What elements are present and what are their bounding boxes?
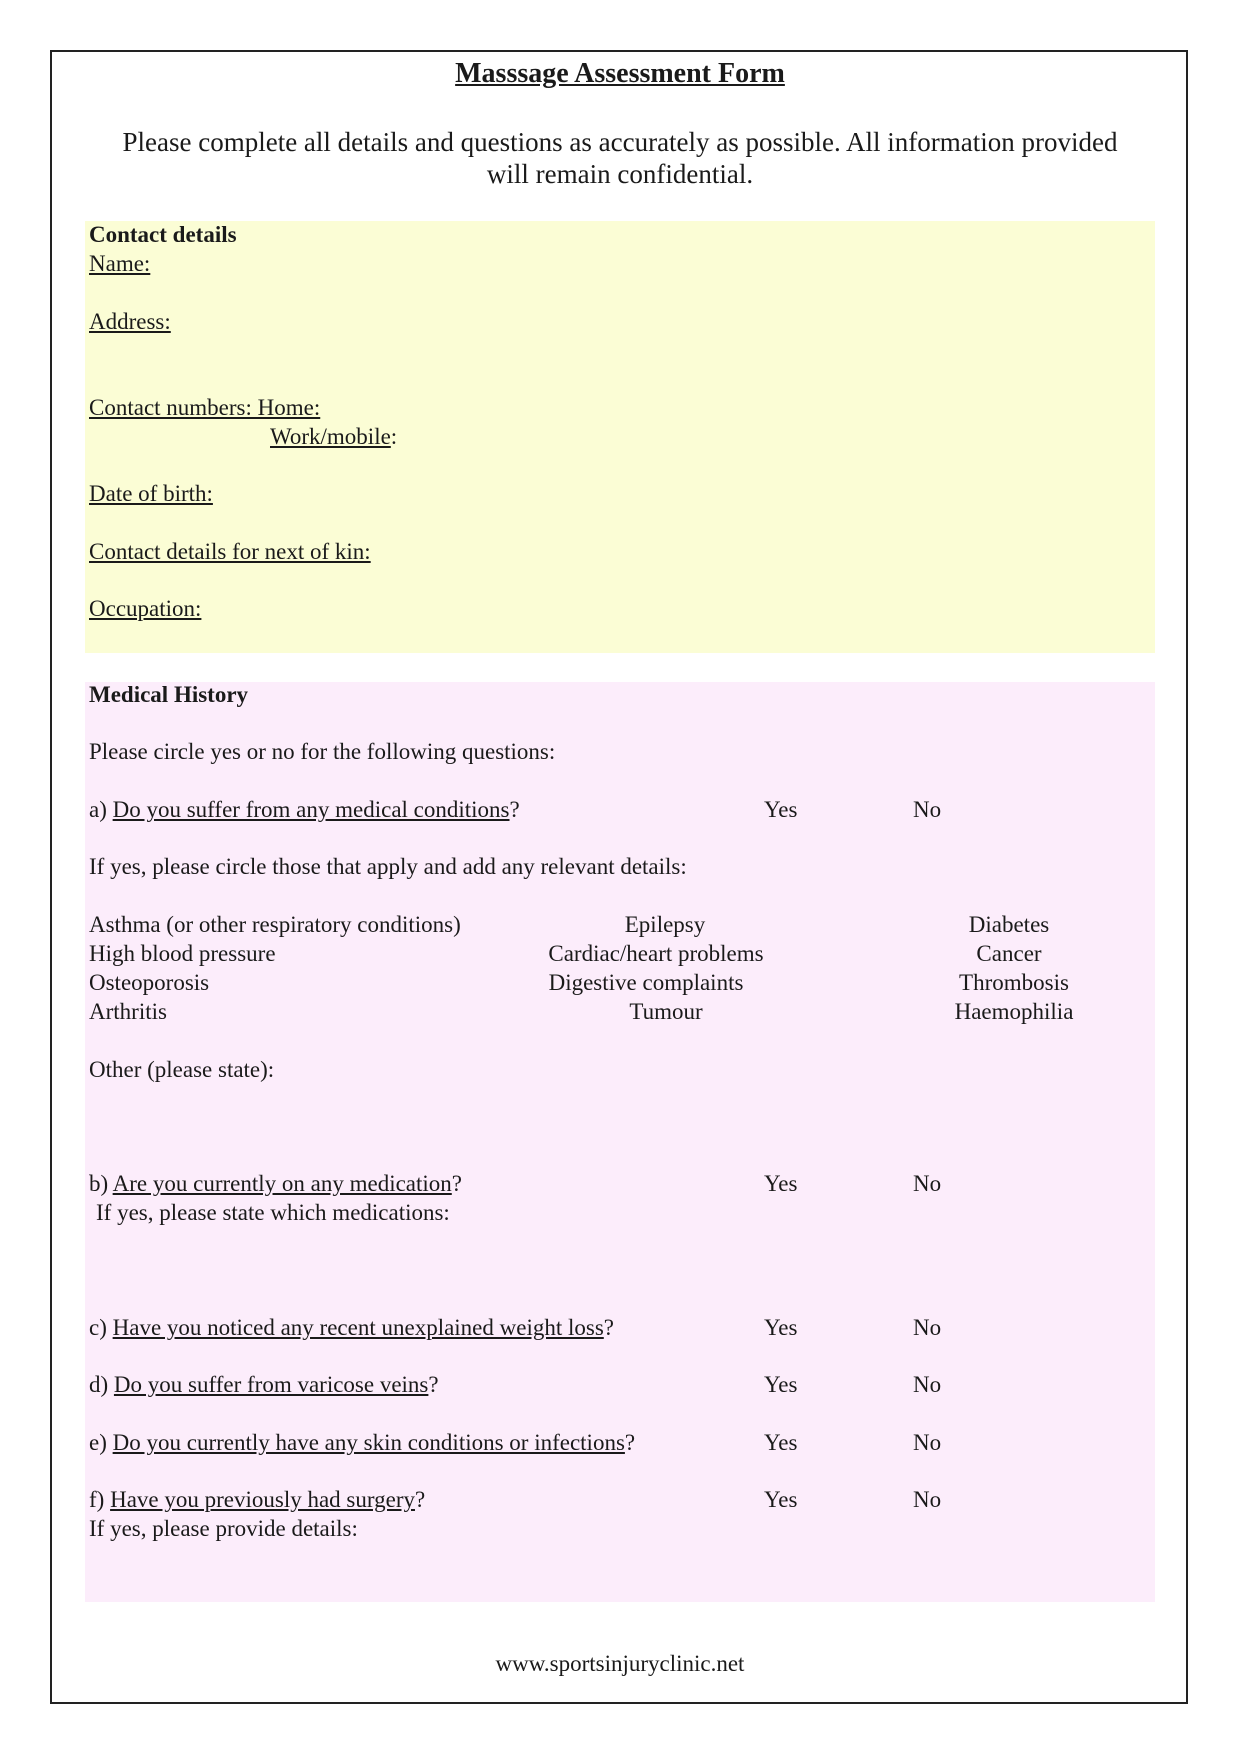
work-mobile-colon: : <box>390 424 398 449</box>
question-e-suffix: ? <box>624 1430 636 1455</box>
contact-numbers-label: Contact numbers: Home: <box>89 395 321 420</box>
question-d-yes[interactable]: Yes <box>764 1372 798 1397</box>
condition-item[interactable]: Tumour <box>629 999 703 1024</box>
question-b-prefix: b) <box>89 1171 113 1196</box>
question-a-text: Do you suffer from any medical conditions <box>112 797 510 822</box>
question-d-suffix: ? <box>428 1372 439 1397</box>
condition-item[interactable]: Epilepsy <box>624 912 706 937</box>
name-label: Name: <box>89 251 151 276</box>
question-c-yes[interactable]: Yes <box>764 1315 798 1340</box>
condition-item[interactable]: Asthma (or other respiratory conditions) <box>89 912 461 937</box>
question-f-text: Have you previously had surgery <box>110 1487 415 1512</box>
circle-instruction: Please circle yes or no for the following questions: <box>89 739 556 764</box>
contact-heading: Contact details <box>89 222 237 247</box>
question-e-yes[interactable]: Yes <box>764 1430 798 1455</box>
question-d-text: Do you suffer from varicose veins <box>113 1372 429 1397</box>
surgery-detail-label: If yes, please provide details: <box>89 1516 358 1541</box>
question-f-suffix: ? <box>414 1487 426 1512</box>
question-a-yes[interactable]: Yes <box>764 797 798 822</box>
next-of-kin-label: Contact details for next of kin: <box>89 539 371 564</box>
condition-item[interactable]: Haemophilia <box>954 999 1074 1024</box>
condition-item[interactable]: Osteoporosis <box>89 970 210 995</box>
question-c <box>89 1314 614 1342</box>
condition-item[interactable]: Digestive complaints <box>548 970 744 995</box>
condition-item[interactable]: Cancer <box>976 941 1042 966</box>
dob-label: Date of birth: <box>89 481 213 506</box>
work-mobile-text: Work/mobile <box>270 424 391 449</box>
question-b-suffix: ? <box>451 1171 462 1196</box>
question-e-prefix: e) <box>89 1430 113 1455</box>
condition-item[interactable]: Thrombosis <box>959 970 1069 995</box>
question-c-text: Have you noticed any recent unexplained weight loss <box>112 1315 604 1340</box>
medical-heading: Medical History <box>89 682 249 707</box>
question-b-yes[interactable]: Yes <box>764 1171 798 1196</box>
form-title: Masssage Assessment Form <box>455 58 785 89</box>
occupation-label: Occupation: <box>89 596 202 621</box>
question-a-no[interactable]: No <box>913 797 942 822</box>
other-label: Other (please state): <box>89 1057 275 1082</box>
question-f <box>89 1486 425 1514</box>
question-e-text: Do you currently have any skin conditions or infections <box>112 1430 625 1455</box>
condition-item[interactable]: Diabetes <box>968 912 1050 937</box>
question-d-no[interactable]: No <box>913 1372 942 1397</box>
question-c-no[interactable]: No <box>913 1315 942 1340</box>
question-b-no[interactable]: No <box>913 1171 942 1196</box>
question-a-suffix: ? <box>509 797 520 822</box>
condition-item[interactable]: High blood pressure <box>89 941 276 966</box>
work-mobile-label <box>270 423 397 451</box>
address-label: Address: <box>89 309 171 334</box>
question-a-prefix: a) <box>89 797 113 822</box>
question-d <box>89 1371 439 1399</box>
question-e <box>89 1429 635 1457</box>
question-a <box>89 796 520 824</box>
question-c-prefix: c) <box>89 1315 113 1340</box>
question-e-no[interactable]: No <box>913 1430 942 1455</box>
question-f-yes[interactable]: Yes <box>764 1487 798 1512</box>
question-b-text: Are you currently on any medication <box>112 1171 452 1196</box>
intro-text: Please complete all details and questions as accurately as possible. All information provided will remain confidential. <box>122 127 1118 189</box>
conditions-instruction: If yes, please circle those that apply and add any relevant details: <box>89 854 687 879</box>
condition-item[interactable]: Cardiac/heart problems <box>548 941 764 966</box>
footer-website[interactable]: www.sportsinjuryclinic.net <box>495 1651 745 1676</box>
question-f-prefix: f) <box>89 1487 111 1512</box>
medication-detail-label: If yes, please state which medications: <box>96 1200 450 1225</box>
question-f-no[interactable]: No <box>913 1487 942 1512</box>
contact-details-panel <box>85 221 1155 653</box>
condition-item[interactable]: Arthritis <box>89 999 167 1024</box>
question-b <box>89 1170 462 1198</box>
question-d-prefix: d) <box>89 1372 114 1397</box>
question-c-suffix: ? <box>603 1315 614 1340</box>
